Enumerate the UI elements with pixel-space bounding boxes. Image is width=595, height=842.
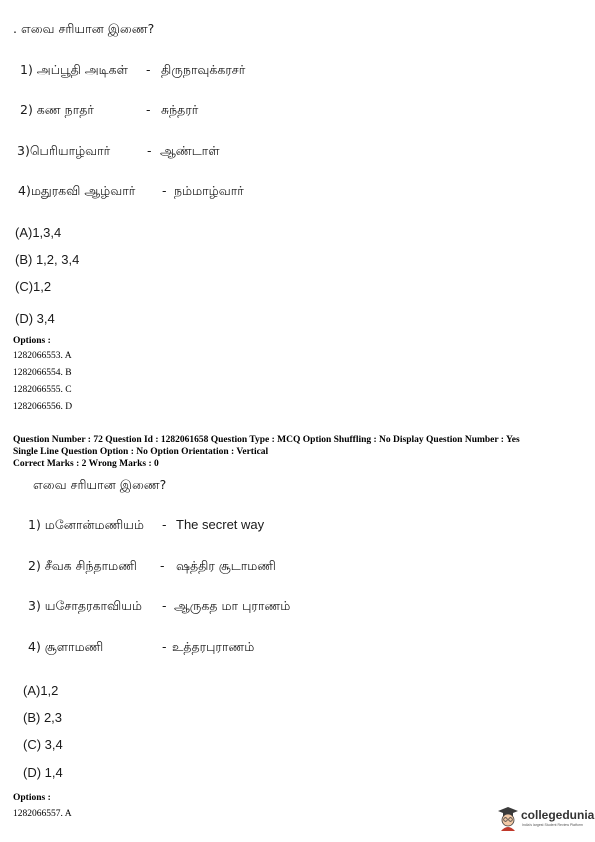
question-stem: . எவை சரியான இணை? (13, 21, 155, 36)
answer-choice: (D) 1,4 (23, 765, 63, 780)
pair-right: The secret way (176, 517, 265, 532)
answer-choice: (A)1,3,4 (15, 225, 62, 240)
collegedunia-logo (497, 804, 593, 834)
pair-left: 1) மனோன்மணியம் (28, 517, 144, 532)
option-id: 1282066556. D (13, 402, 73, 412)
pair-right: உத்தரபுராணம் (172, 639, 255, 654)
answer-choice: (B) 1,2, 3,4 (15, 252, 80, 267)
pair-left: 3)பெரியாழ்வார் (17, 143, 111, 158)
pair-dash: - (162, 183, 167, 198)
pair-right: திருநாவுக்கரசர் (161, 62, 246, 77)
options-label: Options : (13, 793, 51, 803)
pair-left: 1) அப்பூதி அடிகள் (20, 62, 128, 77)
pair-dash: - (146, 102, 151, 117)
answer-choice: (D) 3,4 (15, 311, 55, 326)
question-stem: எவை சரியான இணை? (33, 477, 167, 492)
pair-left: 2) கண நாதர் (20, 102, 94, 117)
pair-left: 4)மதுரகவி ஆழ்வார் (18, 183, 136, 198)
pair-right: நம்மாழ்வார் (174, 183, 244, 198)
option-id: 1282066554. B (13, 368, 72, 378)
question-meta: Question Number : 72 Question Id : 1282061658 Question Type : MCQ Option Shuffling : No Display Question Number : Yes (13, 435, 520, 445)
pair-right: ஆருகத மா புராணம் (174, 598, 291, 613)
pair-left: 4) சூளாமணி (28, 639, 104, 654)
pair-dash: - (160, 558, 165, 573)
pair-dash: - (162, 639, 167, 654)
marks-info: Correct Marks : 2 Wrong Marks : 0 (13, 459, 159, 469)
pair-dash: - (162, 598, 167, 613)
graduate-mascot-icon (497, 806, 519, 832)
pair-left: 3) யசோதரகாவியம் (28, 598, 142, 613)
question-meta: Single Line Question Option : No Option Orientation : Vertical (13, 447, 269, 457)
option-id: 1282066555. C (13, 385, 72, 395)
options-label: Options : (13, 336, 51, 346)
option-id: 1282066557. A (13, 809, 72, 819)
logo-tagline: India's largest Student Review Platform (522, 823, 583, 827)
pair-dash: - (162, 517, 167, 532)
answer-choice: (C) 3,4 (23, 737, 63, 752)
logo-wordmark: collegedunia (521, 808, 595, 822)
pair-right: ஆண்டாள் (160, 143, 220, 158)
option-id: 1282066553. A (13, 351, 72, 361)
answer-choice: (C)1,2 (15, 279, 52, 294)
pair-right: சுந்தரர் (161, 102, 199, 117)
pair-dash: - (146, 62, 151, 77)
answer-choice: (B) 2,3 (23, 710, 63, 725)
answer-choice: (A)1,2 (23, 683, 59, 698)
pair-dash: - (147, 143, 152, 158)
pair-left: 2) சீவக சிந்தாமணி (28, 558, 137, 573)
pair-right: ஷத்திர சூடாமணி (176, 558, 276, 573)
